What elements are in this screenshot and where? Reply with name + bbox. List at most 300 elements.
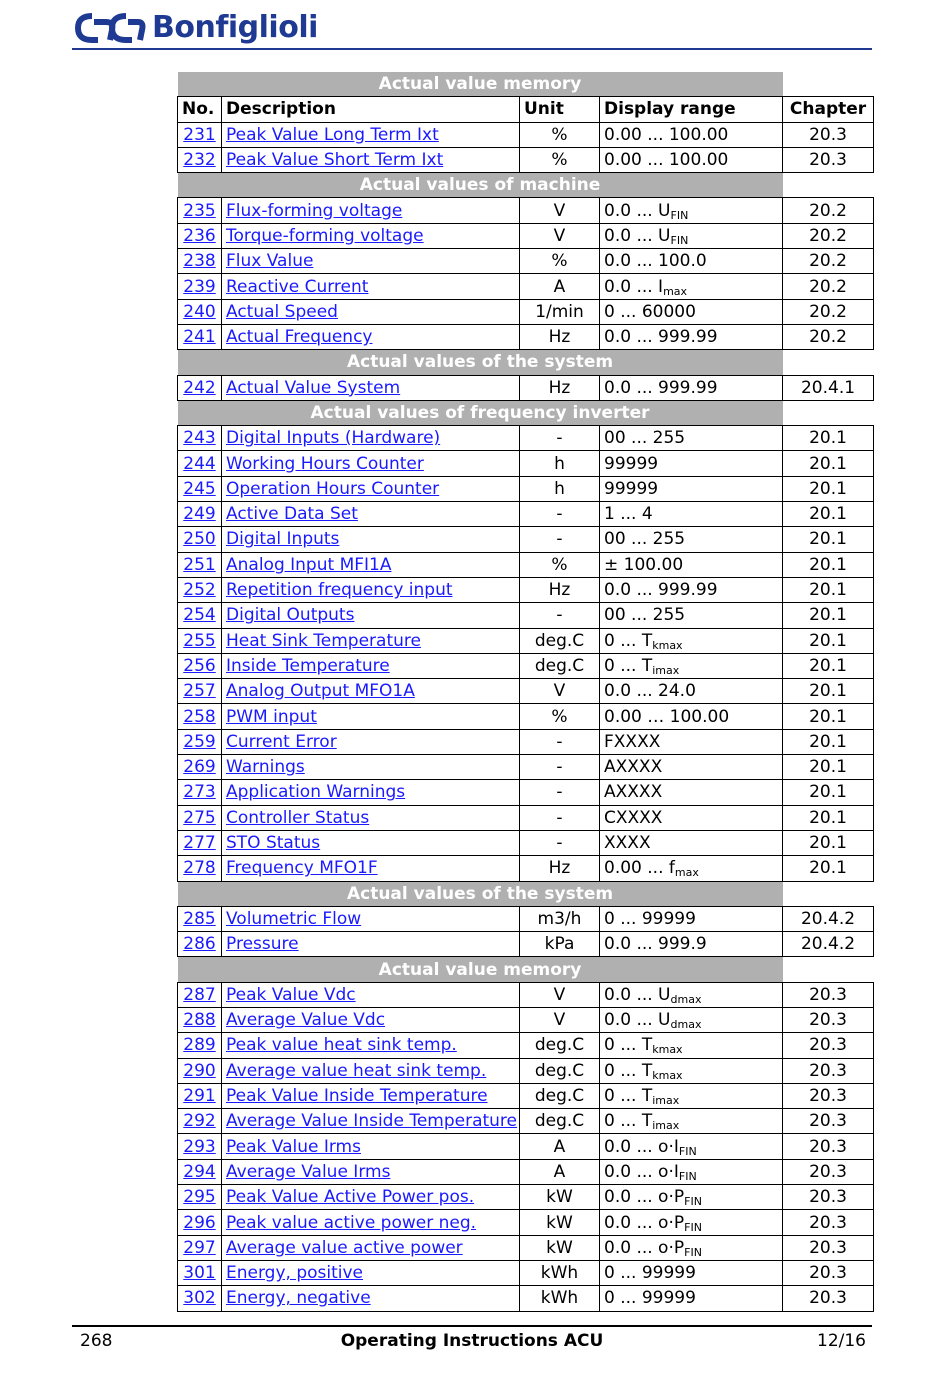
param-display-range	[600, 1286, 783, 1311]
param-display-range	[600, 1260, 783, 1285]
table-row	[178, 906, 874, 931]
param-number-link[interactable]: 302	[183, 1288, 216, 1309]
param-number-link[interactable]: 232	[183, 150, 216, 171]
range-text: 0.0 ... 999.99	[604, 580, 718, 601]
param-description-cell	[222, 856, 520, 881]
range-subscript: dmax	[670, 992, 702, 1006]
param-description-link[interactable]: Average Value Inside Temperature	[226, 1111, 518, 1132]
param-number-cell	[178, 729, 222, 754]
param-number-link[interactable]: 297	[183, 1237, 216, 1258]
param-number-cell	[178, 299, 222, 324]
param-number-cell	[178, 476, 222, 501]
param-number-link[interactable]: 258	[183, 706, 216, 727]
param-description-link[interactable]: Inside Temperature	[226, 655, 390, 676]
param-number-link[interactable]: 235	[183, 200, 216, 221]
param-description-link[interactable]: Frequency MFO1F	[226, 858, 378, 879]
document-date: 12/16	[817, 1331, 866, 1351]
param-chapter: 20.1	[783, 729, 874, 754]
param-unit: %	[520, 249, 600, 274]
param-display-range	[600, 324, 783, 349]
param-chapter: 20.3	[783, 1286, 874, 1311]
table-row	[178, 856, 874, 881]
param-description-link[interactable]: Active Data Set	[226, 504, 358, 525]
param-description-link[interactable]: Digital Inputs	[226, 529, 340, 550]
table-row	[178, 830, 874, 855]
param-description-link[interactable]: Heat Sink Temperature	[226, 630, 421, 651]
range-text: AXXXX	[604, 782, 663, 803]
param-description-cell	[222, 502, 520, 527]
param-display-range	[600, 1083, 783, 1108]
param-display-range	[600, 249, 783, 274]
param-number-link[interactable]: 296	[183, 1212, 216, 1233]
param-display-range	[600, 805, 783, 830]
range-text: 00 ... 255	[604, 605, 686, 626]
param-display-range	[600, 577, 783, 602]
param-description-link[interactable]: Peak Value Active Power pos.	[226, 1187, 475, 1208]
param-number-cell	[178, 249, 222, 274]
table-row	[178, 476, 874, 501]
param-description-cell	[222, 906, 520, 931]
param-number-cell	[178, 1033, 222, 1058]
param-description-link[interactable]: Actual Value System	[226, 377, 401, 398]
param-description-link[interactable]: Energy, negative	[226, 1288, 371, 1309]
range-text: 0 ... T	[604, 1035, 653, 1056]
page-footer	[72, 1325, 872, 1351]
param-description-link[interactable]: Pressure	[226, 934, 299, 955]
param-description-cell	[222, 577, 520, 602]
range-subscript: dmax	[670, 1018, 702, 1032]
section-spacer	[783, 400, 874, 425]
param-description-link[interactable]: Average value heat sink temp.	[226, 1060, 487, 1081]
param-display-range	[600, 198, 783, 223]
param-chapter: 20.3	[783, 147, 874, 172]
param-unit: kWh	[520, 1286, 600, 1311]
param-chapter: 20.1	[783, 502, 874, 527]
param-chapter: 20.1	[783, 830, 874, 855]
param-number-link[interactable]: 291	[183, 1086, 216, 1107]
range-text: XXXX	[604, 833, 651, 854]
param-description-cell	[222, 198, 520, 223]
param-description-link[interactable]: PWM input	[226, 706, 317, 727]
param-number-link[interactable]: 244	[183, 453, 216, 474]
table-row	[178, 1286, 874, 1311]
param-number-cell	[178, 426, 222, 451]
param-unit: deg.C	[520, 653, 600, 678]
param-description-link[interactable]: Volumetric Flow	[226, 908, 362, 929]
column-header-row	[178, 97, 874, 122]
param-unit: A	[520, 1159, 600, 1184]
param-number-cell	[178, 1210, 222, 1235]
table-row	[178, 198, 874, 223]
range-text: 0.0 ... 24.0	[604, 681, 696, 702]
param-number-link[interactable]: 273	[183, 782, 216, 803]
param-display-range	[600, 274, 783, 299]
param-number-link[interactable]: 287	[183, 984, 216, 1005]
param-number-link[interactable]: 294	[183, 1161, 216, 1182]
table-row	[178, 1033, 874, 1058]
param-number-link[interactable]: 243	[183, 428, 216, 449]
param-number-cell	[178, 805, 222, 830]
param-number-cell	[178, 628, 222, 653]
param-number-link[interactable]: 292	[183, 1111, 216, 1132]
param-number-cell	[178, 1159, 222, 1184]
param-number-cell	[178, 527, 222, 552]
param-number-cell	[178, 1185, 222, 1210]
param-display-range	[600, 1185, 783, 1210]
param-number-link[interactable]: 255	[183, 630, 216, 651]
param-description-link[interactable]: Average Value Vdc	[226, 1010, 386, 1031]
param-number-link[interactable]: 269	[183, 757, 216, 778]
param-number-link[interactable]: 249	[183, 504, 216, 525]
param-number-link[interactable]: 295	[183, 1187, 216, 1208]
param-description-link[interactable]: Peak Value Short Term Ixt	[226, 150, 444, 171]
param-number-link[interactable]: 278	[183, 858, 216, 879]
param-number-link[interactable]: 293	[183, 1136, 216, 1157]
param-unit: %	[520, 704, 600, 729]
column-header-range: Display range	[600, 97, 783, 122]
param-chapter: 20.3	[783, 982, 874, 1007]
param-number-cell	[178, 1235, 222, 1260]
param-description-link[interactable]: Flux Value	[226, 251, 314, 272]
param-description-cell	[222, 704, 520, 729]
param-number-link[interactable]: 236	[183, 225, 216, 246]
table-row	[178, 451, 874, 476]
param-description-cell	[222, 147, 520, 172]
param-unit: %	[520, 552, 600, 577]
param-number-link[interactable]: 245	[183, 478, 216, 499]
table-row	[178, 932, 874, 957]
param-description-link[interactable]: STO Status	[226, 833, 321, 854]
table-row	[178, 780, 874, 805]
column-header-no: No.	[178, 97, 222, 122]
param-unit: deg.C	[520, 1033, 600, 1058]
param-number-link[interactable]: 301	[183, 1263, 216, 1284]
param-description-link[interactable]: Controller Status	[226, 807, 370, 828]
range-subscript: kmax	[652, 1043, 683, 1057]
param-number-link[interactable]: 239	[183, 276, 216, 297]
range-text: 00 ... 255	[604, 529, 686, 550]
param-description-cell	[222, 1083, 520, 1108]
param-number-link[interactable]: 250	[183, 529, 216, 550]
page-number: 268	[80, 1331, 113, 1351]
param-unit: Hz	[520, 375, 600, 400]
range-text: 00 ... 255	[604, 428, 686, 449]
range-text: 0.00 … 100.00	[604, 706, 730, 727]
param-unit: V	[520, 1007, 600, 1032]
param-number-cell	[178, 856, 222, 881]
param-unit: Hz	[520, 324, 600, 349]
param-description-cell	[222, 552, 520, 577]
param-number-cell	[178, 1109, 222, 1134]
range-text: 0.00 ... 100.00	[604, 124, 729, 145]
param-display-range	[600, 1159, 783, 1184]
table-row	[178, 729, 874, 754]
range-text: 0.0 ... 100.0	[604, 251, 707, 272]
bonfiglioli-logo-icon	[72, 10, 146, 46]
range-text: 0.0 ... o·P	[604, 1237, 685, 1258]
param-description-link[interactable]: Digital Outputs	[226, 605, 355, 626]
param-description-cell	[222, 122, 520, 147]
param-display-range	[600, 223, 783, 248]
param-number-link[interactable]: 231	[183, 124, 216, 145]
param-number-link[interactable]: 259	[183, 731, 216, 752]
param-unit: -	[520, 527, 600, 552]
param-display-range	[600, 122, 783, 147]
table-row	[178, 1109, 874, 1134]
param-unit: Hz	[520, 856, 600, 881]
param-unit: %	[520, 122, 600, 147]
range-text: 99999	[604, 453, 659, 474]
param-unit: V	[520, 198, 600, 223]
param-unit: -	[520, 603, 600, 628]
param-chapter: 20.1	[783, 527, 874, 552]
param-description-link[interactable]: Peak value heat sink temp.	[226, 1035, 457, 1056]
param-description-link[interactable]: Analog Output MFO1A	[226, 681, 415, 702]
param-unit: deg.C	[520, 1083, 600, 1108]
param-description-link[interactable]: Peak Value Vdc	[226, 984, 356, 1005]
param-description-cell	[222, 299, 520, 324]
param-display-range	[600, 1109, 783, 1134]
param-chapter: 20.4.2	[783, 906, 874, 931]
param-description-link[interactable]: Application Warnings	[226, 782, 406, 803]
range-text: 0.0 ... U	[604, 984, 671, 1005]
range-subscript: imax	[652, 1119, 680, 1133]
table-row	[178, 982, 874, 1007]
param-description-link[interactable]: Actual Frequency	[226, 327, 373, 348]
param-chapter: 20.3	[783, 122, 874, 147]
param-description-cell	[222, 1235, 520, 1260]
param-description-cell	[222, 1185, 520, 1210]
param-display-range	[600, 982, 783, 1007]
param-chapter: 20.1	[783, 577, 874, 602]
param-chapter: 20.4.1	[783, 375, 874, 400]
param-number-cell	[178, 223, 222, 248]
param-number-link[interactable]: 257	[183, 681, 216, 702]
param-number-link[interactable]: 277	[183, 833, 216, 854]
param-description-link[interactable]: Flux-forming voltage	[226, 200, 403, 221]
param-display-range	[600, 679, 783, 704]
param-number-cell	[178, 906, 222, 931]
param-chapter: 20.2	[783, 198, 874, 223]
param-description-cell	[222, 426, 520, 451]
param-unit: -	[520, 830, 600, 855]
param-chapter: 20.2	[783, 249, 874, 274]
param-description-cell	[222, 527, 520, 552]
param-chapter: 20.3	[783, 1083, 874, 1108]
param-description-cell	[222, 223, 520, 248]
param-chapter: 20.1	[783, 805, 874, 830]
param-display-range	[600, 704, 783, 729]
param-number-link[interactable]: 251	[183, 554, 216, 575]
param-number-link[interactable]: 238	[183, 251, 216, 272]
param-chapter: 20.3	[783, 1033, 874, 1058]
section-header-row	[178, 957, 874, 982]
param-number-link[interactable]: 289	[183, 1035, 216, 1056]
range-subscript: kmax	[652, 638, 683, 652]
param-display-range	[600, 375, 783, 400]
param-description-link[interactable]: Operation Hours Counter	[226, 478, 440, 499]
param-unit: kW	[520, 1185, 600, 1210]
param-description-link[interactable]: Current Error	[226, 731, 337, 752]
param-description-link[interactable]: Actual Speed	[226, 301, 338, 322]
param-number-link[interactable]: 241	[183, 327, 216, 348]
section-title: Actual value memory	[178, 72, 783, 97]
param-unit: A	[520, 274, 600, 299]
section-header-row	[178, 881, 874, 906]
table-row	[178, 1185, 874, 1210]
param-chapter: 20.1	[783, 780, 874, 805]
param-number-cell	[178, 1058, 222, 1083]
range-text: 0 ... 99999	[604, 1263, 696, 1284]
param-description-cell	[222, 1033, 520, 1058]
range-text: 0.00 ... f	[604, 858, 675, 879]
param-description-cell	[222, 249, 520, 274]
table-row	[178, 1083, 874, 1108]
param-number-cell	[178, 1134, 222, 1159]
param-description-link[interactable]: Energy, positive	[226, 1263, 364, 1284]
param-description-cell	[222, 1260, 520, 1285]
param-chapter: 20.2	[783, 324, 874, 349]
param-number-link[interactable]: 288	[183, 1010, 216, 1031]
param-description-cell	[222, 755, 520, 780]
table-row	[178, 679, 874, 704]
param-unit: deg.C	[520, 628, 600, 653]
param-chapter: 20.3	[783, 1210, 874, 1235]
param-description-cell	[222, 679, 520, 704]
param-number-cell	[178, 577, 222, 602]
param-unit: V	[520, 982, 600, 1007]
param-unit: kW	[520, 1235, 600, 1260]
param-description-link[interactable]: Warnings	[226, 757, 305, 778]
section-title: Actual values of the system	[178, 881, 783, 906]
range-text: 0 ... T	[604, 630, 653, 651]
param-unit: -	[520, 755, 600, 780]
param-description-link[interactable]: Digital Inputs (Hardware)	[226, 428, 441, 449]
param-number-link[interactable]: 256	[183, 655, 216, 676]
column-header-chapter: Chapter	[783, 97, 874, 122]
table-row	[178, 122, 874, 147]
param-chapter: 20.3	[783, 1185, 874, 1210]
range-text: 0.0 ... 999.9	[604, 934, 707, 955]
param-chapter: 20.4.2	[783, 932, 874, 957]
param-display-range	[600, 1058, 783, 1083]
param-description-link[interactable]: Average Value Irms	[226, 1161, 391, 1182]
param-display-range	[600, 476, 783, 501]
param-number-cell	[178, 274, 222, 299]
param-chapter: 20.2	[783, 223, 874, 248]
param-description-cell	[222, 1134, 520, 1159]
param-description-link[interactable]: Torque-forming voltage	[226, 225, 424, 246]
param-chapter: 20.2	[783, 274, 874, 299]
param-display-range	[600, 755, 783, 780]
param-description-link[interactable]: Peak Value Long Term Ixt	[226, 124, 439, 145]
param-number-link[interactable]: 254	[183, 605, 216, 626]
param-description-cell	[222, 324, 520, 349]
param-number-link[interactable]: 285	[183, 908, 216, 929]
section-spacer	[783, 72, 874, 97]
range-text: 0 ... T	[604, 1060, 653, 1081]
param-number-link[interactable]: 242	[183, 377, 216, 398]
param-display-range	[600, 653, 783, 678]
table-row	[178, 628, 874, 653]
param-unit: Hz	[520, 577, 600, 602]
section-spacer	[783, 350, 874, 375]
param-unit: -	[520, 729, 600, 754]
table-row	[178, 249, 874, 274]
param-description-link[interactable]: Analog Input MFI1A	[226, 554, 392, 575]
param-display-range	[600, 451, 783, 476]
param-number-cell	[178, 147, 222, 172]
section-header-row	[178, 400, 874, 425]
param-number-cell	[178, 679, 222, 704]
section-title: Actual value memory	[178, 957, 783, 982]
range-text: 0 ... T	[604, 1086, 653, 1107]
param-number-link[interactable]: 286	[183, 934, 216, 955]
param-number-link[interactable]: 252	[183, 580, 216, 601]
param-description-link[interactable]: Peak value active power neg.	[226, 1212, 477, 1233]
range-text: 0 ... 99999	[604, 1288, 696, 1309]
param-chapter: 20.3	[783, 1260, 874, 1285]
param-description-cell	[222, 375, 520, 400]
param-description-link[interactable]: Peak Value Inside Temperature	[226, 1086, 488, 1107]
param-unit: deg.C	[520, 1058, 600, 1083]
param-display-range	[600, 1210, 783, 1235]
param-number-link[interactable]: 290	[183, 1060, 216, 1081]
range-subscript: FIN	[670, 208, 689, 222]
column-header-description: Description	[222, 97, 520, 122]
param-description-cell	[222, 476, 520, 501]
range-text: 0.0 ... o·I	[604, 1136, 679, 1157]
param-description-cell	[222, 805, 520, 830]
table-row	[178, 299, 874, 324]
table-row	[178, 805, 874, 830]
param-description-link[interactable]: Average value active power	[226, 1237, 463, 1258]
table-row	[178, 552, 874, 577]
table-row	[178, 653, 874, 678]
param-number-cell	[178, 1260, 222, 1285]
range-text: 0.0 ... U	[604, 200, 671, 221]
section-title: Actual values of the system	[178, 350, 783, 375]
param-number-cell	[178, 1083, 222, 1108]
parameter-table	[177, 72, 874, 1312]
range-text: 0 ... 99999	[604, 908, 696, 929]
param-description-link[interactable]: Working Hours Counter	[226, 453, 424, 474]
param-description-link[interactable]: Repetition frequency input	[226, 580, 453, 601]
param-number-link[interactable]: 275	[183, 807, 216, 828]
param-number-cell	[178, 122, 222, 147]
param-number-cell	[178, 780, 222, 805]
param-number-cell	[178, 1007, 222, 1032]
range-text: 0.0 ... U	[604, 225, 671, 246]
param-display-range	[600, 299, 783, 324]
table-row	[178, 147, 874, 172]
param-display-range	[600, 527, 783, 552]
brand-logo	[72, 10, 318, 46]
range-subscript: max	[663, 284, 688, 298]
range-text: 0.0 ... o·P	[604, 1212, 685, 1233]
section-title: Actual values of machine	[178, 173, 783, 198]
param-unit: h	[520, 476, 600, 501]
param-number-link[interactable]: 240	[183, 301, 216, 322]
param-chapter: 20.1	[783, 755, 874, 780]
document-title: Operating Instructions ACU	[340, 1331, 604, 1351]
range-subscript: FIN	[684, 1195, 702, 1209]
param-description-link[interactable]: Reactive Current	[226, 276, 369, 297]
param-description-link[interactable]: Peak Value Irms	[226, 1136, 361, 1157]
param-description-cell	[222, 780, 520, 805]
param-description-cell	[222, 729, 520, 754]
range-text: 1 ... 4	[604, 504, 653, 525]
